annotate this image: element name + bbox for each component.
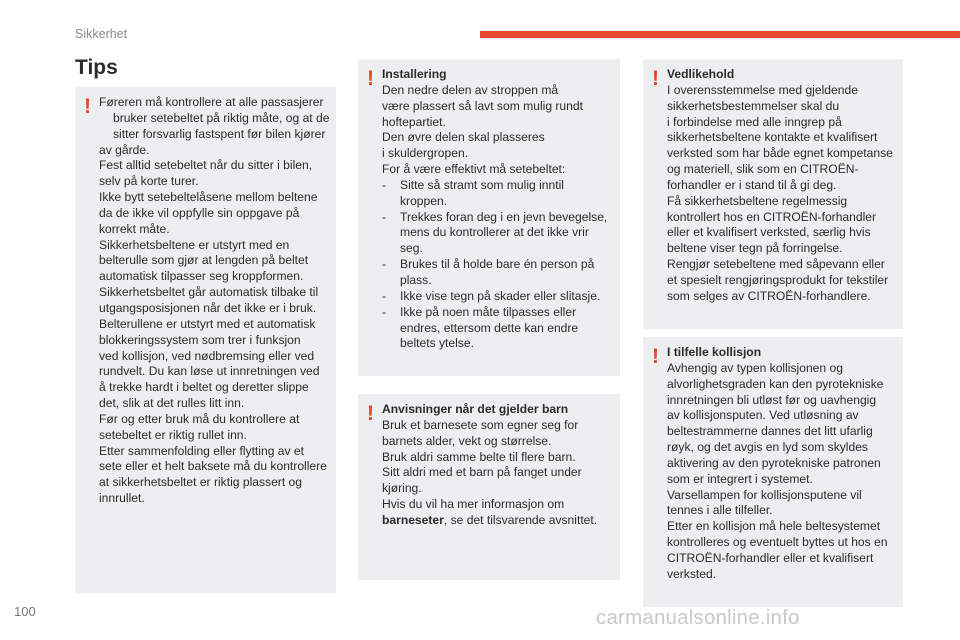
- box5-para-1: Avhengig av typen kollisjonen og alvorlighetsgraden kan den pyrotekniske innretningen bli utløst før og uavhengig av kollisjonsputen. Ved utløsning av beltestrammerne dannes det litt ufarlig røyk, og det avgis en lyd som skyldes aktivering av den pyrotekniske patronen som er integrert i systemet.: [667, 360, 884, 486]
- exclamation-icon: !: [367, 67, 374, 90]
- box4-para-1: I overensstemmelse med gjeldende sikkerhetsbestemmelser skal du i forbindelse med alle inngrep på sikkerhetsbeltene kontakte et kvalifisert verksted som har både egnet kompetanse og materiell, slik som en CITROËN- forhandler er i stand til å gi deg.: [667, 82, 893, 192]
- tip-box-children: [358, 394, 620, 580]
- box1-para-4: Sikkerhetsbeltene er utstyrt med en belterulle som gjør at lengden på beltet automatisk tilpasser seg kroppformen.: [99, 237, 309, 284]
- tip-box-installation: [358, 59, 620, 376]
- tip-box-maintenance: [643, 59, 903, 329]
- box1-line: av gårde.: [99, 142, 150, 157]
- box1-para-8: Etter sammenfolding eller flytting av et sete eller et helt baksete må du kontrollere at sikkerhetsbeltet er riktig plassert og innrullet.: [99, 443, 327, 506]
- page-number: 100: [14, 604, 36, 619]
- box1-first-line: Føreren må kontrollere at alle passasjerer: [99, 95, 324, 109]
- box3-bold-term: barneseter: [382, 512, 444, 527]
- exclamation-icon: !: [84, 95, 91, 118]
- box4-title: Vedlikehold: [667, 67, 735, 81]
- box5-para-2: Varsellampen for kollisjonsputene vil tennes i alle tilfeller.: [667, 487, 862, 518]
- exclamation-icon: !: [367, 402, 374, 425]
- box2-dash-item: - Ikke vise tegn på skader eller slitasje.: [382, 288, 601, 303]
- box2-para-3: For å være effektivt må setebeltet:: [382, 162, 566, 177]
- exclamation-icon: !: [652, 67, 659, 90]
- box3-para-2: Bruk aldri samme belte til flere barn.: [382, 449, 576, 464]
- header-accent-bar: [480, 31, 960, 38]
- box1-indented-lines: [99, 111, 330, 143]
- box2-dash-item: - Brukes til å holde bare én person på plass.: [382, 257, 595, 287]
- box2-para-2: Den øvre delen skal plasseres i skuldergropen.: [382, 130, 545, 161]
- section-label: Sikkerhet: [75, 27, 128, 41]
- box1-line: bruker setebeltet på riktig måte, og at de: [113, 110, 330, 125]
- box2-dash-item: - Trekkes foran deg i en jevn bevegelse, mens du kontrollerer at det ikke vrir seg.: [382, 209, 608, 256]
- box2-dash-item: - Sitte så stramt som mulig inntil kroppen.: [382, 177, 564, 208]
- box3-title: Anvisninger når det gjelder barn: [382, 402, 569, 416]
- watermark: carmanualsonline.info: [596, 606, 800, 629]
- box3-para-1: Bruk et barnesete som egner seg for barnets alder, vekt og størrelse.: [382, 417, 579, 448]
- box1-para-6: Belterullene er utstyrt med et automatisk blokkeringssystem som trer i funksjon ved kollisjon, ved nødbremsing eller ved rundvelt. Du kan løse ut innretningen ved å trekke hardt i beltet og deretter slippe det, slik at det rulles litt inn.: [99, 316, 320, 411]
- box1-para-3: Ikke bytt setebeltelåsene mellom beltene da de ikke vil oppfylle sin oppgave på korrekt måte.: [99, 190, 318, 236]
- box1-line: sitter forsvarlig fastspent før bilen kjører: [113, 126, 326, 141]
- box2-dash-item: - Ikke på noen måte tilpasses eller endres, ettersom dette kan endre beltets ytelse.: [382, 304, 579, 351]
- page-title: Tips: [75, 56, 118, 79]
- exclamation-icon: !: [652, 345, 659, 368]
- box3-para-3: Sitt aldri med et barn på fanget under kjøring.: [382, 465, 582, 496]
- box4-para-2: Få sikkerhetsbeltene regelmessig kontrollert hos en CITROËN-forhandler eller et kvalifisert verksted, særlig hvis beltene viser tegn på forringelse.: [667, 193, 877, 256]
- box3-para-4: Hvis du vil ha mer informasjon om barneseter, se det tilsvarende avsnittet.: [382, 497, 598, 527]
- box1-para-2: Fest alltid setebeltet når du sitter i bilen, selv på korte turer.: [99, 158, 313, 189]
- box1-para-7: Før og etter bruk må du kontrollere at setebeltet er riktig rullet inn.: [99, 411, 300, 442]
- box2-para-1: Den nedre delen av stroppen må være plassert så lavt som mulig rundt hoftepartiet.: [382, 82, 583, 129]
- tip-box-collision: [643, 337, 903, 607]
- box4-para-3: Rengjør setebeltene med såpevann eller et spesielt rengjøringsprodukt for tekstiler som selges av CITROËN-forhandlere.: [667, 257, 889, 303]
- box2-title: Installering: [382, 67, 447, 81]
- tip-box-seatbelt-general: [75, 87, 336, 593]
- box5-para-3: Etter en kollisjon må hele beltesystemet kontrolleres og eventuelt byttes ut hos en CITROËN-forhandler eller et kvalifisert verksted.: [667, 519, 888, 581]
- box1-para-5: Sikkerhetsbeltet går automatisk tilbake til utgangsposisjonen når det ikke er i bruk.: [99, 285, 319, 315]
- box5-title: I tilfelle kollisjon: [667, 345, 762, 359]
